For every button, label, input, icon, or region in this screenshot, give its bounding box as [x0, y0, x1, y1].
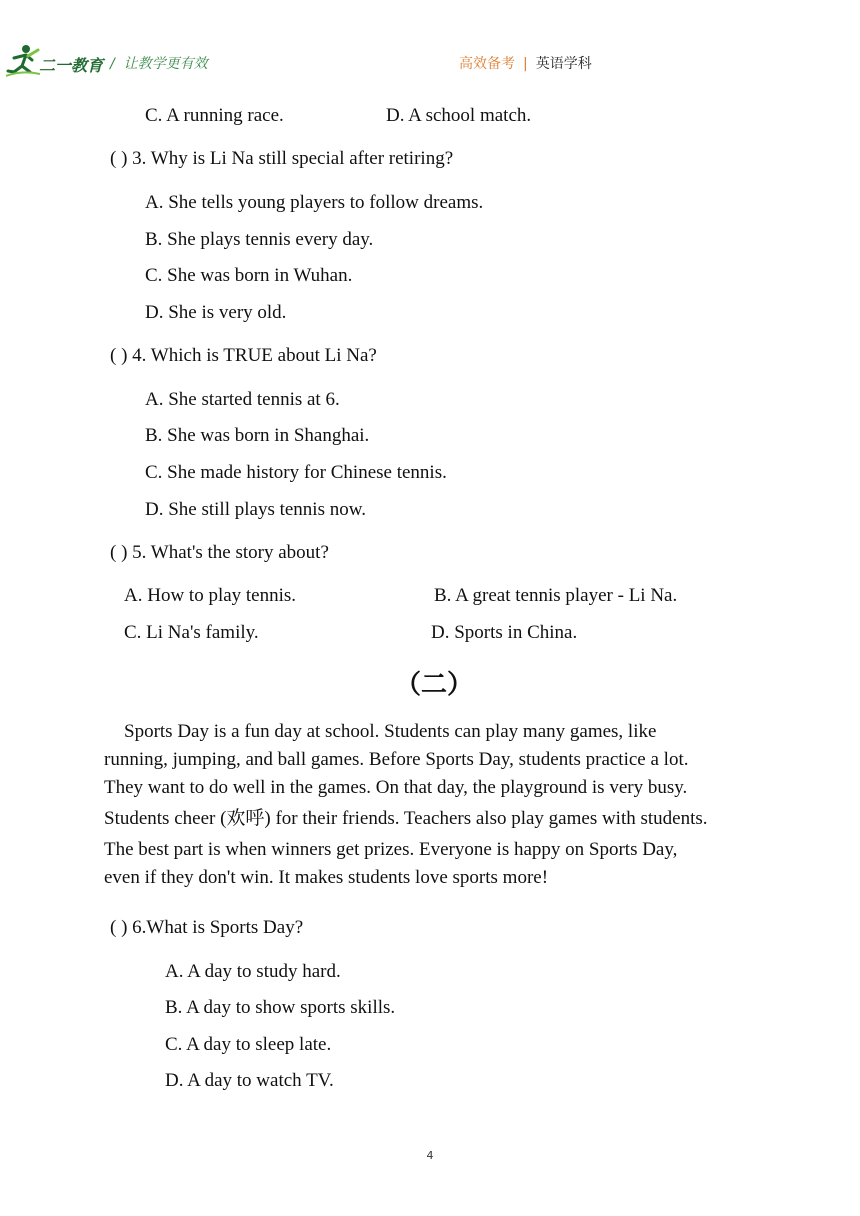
question-4-option-c: C. She made history for Chinese tennis.	[145, 462, 447, 483]
prev-option-d: D. A school match.	[386, 105, 532, 126]
header-tag: 高效备考	[459, 56, 515, 72]
question-3-option-b: B. She plays tennis every day.	[145, 229, 374, 250]
question-4-option-b: B. She was born in Shanghai.	[145, 425, 370, 446]
header-right	[459, 53, 592, 73]
question-6-option-a: A. A day to study hard.	[165, 961, 341, 982]
header-slogan: / 让教学更有效	[110, 56, 208, 72]
question-3-option-d: D. She is very old.	[145, 302, 287, 323]
passage-line: Students cheer (欢呼) for their friends. Teachers also play games with students.	[104, 808, 708, 829]
passage-line: even if they don't win. It makes students love sports more!	[104, 867, 549, 888]
runner-logo-icon	[6, 44, 40, 80]
question-6-option-c: C. A day to sleep late.	[165, 1034, 332, 1055]
question-3-option-a: A. She tells young players to follow dreams.	[145, 192, 484, 213]
page-number: 4	[426, 1149, 434, 1162]
passage-line: The best part is when winners get prizes. Everyone is happy on Sports Day,	[104, 839, 678, 860]
question-5-option-a: A. How to play tennis.	[124, 585, 297, 606]
question-4-stem: ( ) 4. Which is TRUE about Li Na?	[110, 345, 377, 366]
question-5-option-c: C. Li Na's family.	[124, 622, 259, 643]
question-6-stem: ( ) 6.What is Sports Day?	[110, 917, 304, 938]
passage-line: running, jumping, and ball games. Before Sports Day, students practice a lot.	[104, 749, 689, 770]
question-5-option-d: D. Sports in China.	[431, 622, 578, 643]
question-5-option-b: B. A great tennis player - Li Na.	[434, 585, 678, 606]
prev-option-c: C. A running race.	[145, 105, 284, 126]
question-3-stem: ( ) 3. Why is Li Na still special after retiring?	[110, 148, 454, 169]
question-3-option-c: C. She was born in Wuhan.	[145, 265, 353, 286]
header-separator: |	[523, 56, 528, 72]
logo-text: 二一教育	[39, 56, 104, 75]
logo	[6, 44, 116, 80]
header-subject: 英语学科	[535, 56, 592, 72]
passage-line: They want to do well in the games. On that day, the playground is very busy.	[104, 777, 688, 798]
question-6-option-d: D. A day to watch TV.	[165, 1070, 334, 1091]
question-6-option-b: B. A day to show sports skills.	[165, 997, 396, 1018]
page-header	[0, 0, 860, 80]
question-4-option-a: A. She started tennis at 6.	[145, 389, 340, 410]
question-4-option-d: D. She still plays tennis now.	[145, 499, 366, 520]
passage-line: Sports Day is a fun day at school. Students can play many games, like	[124, 721, 657, 742]
question-5-stem: ( ) 5. What's the story about?	[110, 542, 329, 563]
reading-passage	[104, 718, 764, 892]
section-2-title: （二）	[395, 670, 474, 700]
